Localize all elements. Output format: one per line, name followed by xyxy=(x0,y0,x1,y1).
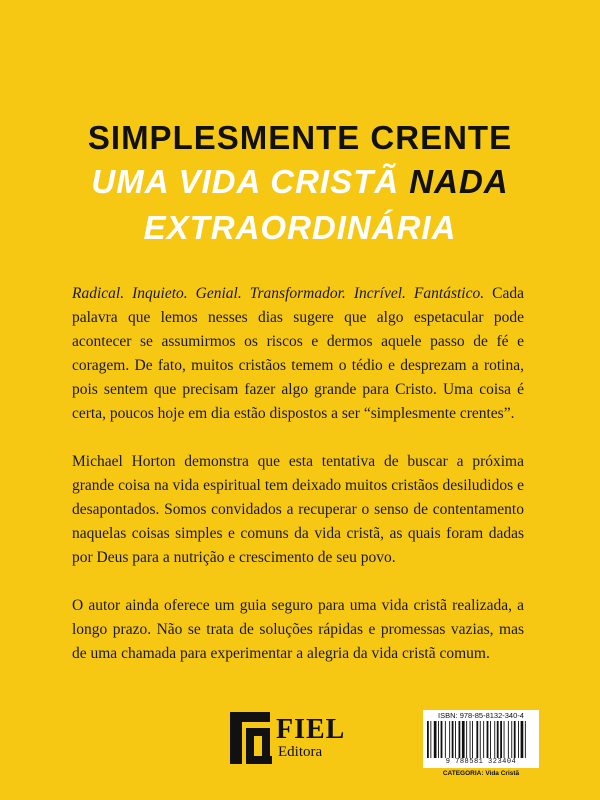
synopsis-paragraph-3: O autor ainda oferece um guia seguro para uma vida cristã realizada, a longo prazo. Não se trata de soluções rápidas e promessas vazias, mas de uma chamada para experimentar a alegria da vida cristã comum. xyxy=(72,597,524,662)
book-subtitle-line2: EXTRAORDINÁRIA xyxy=(143,209,457,246)
publisher-subtitle: Editora xyxy=(278,744,323,760)
category-label: CATEGORIA: Vida Cristã xyxy=(442,770,520,777)
fiel-logo-icon xyxy=(230,712,274,764)
isbn-text: ISBN: 978-85-8132-340-4 xyxy=(438,711,524,720)
barcode-label xyxy=(423,710,539,768)
synopsis-paragraph-2: Michael Horton demonstra que esta tentativa de buscar a próxima grande coisa na vida espiritual tem deixado muitos cristãos desiludidos e desapontados. Somos convidados a recuperar o senso de contentamento naquelas coisas simples e comuns da vida cristã, as quais foram dadas por Deus para a nutrição e crescimento de seu povo. xyxy=(72,453,524,566)
subtitle-part: UMA VIDA CRISTÃ xyxy=(91,163,410,200)
synopsis-italic-lead: Radical. Inquieto. Genial. Transformador. Incrível. Fantástico. xyxy=(72,285,485,302)
barcode-digits: 9 788581 323404 xyxy=(445,758,517,766)
barcode-icon xyxy=(427,721,535,758)
publisher-name: FIEL xyxy=(276,714,346,745)
subtitle-emphasis: NADA xyxy=(409,163,509,200)
synopsis-paragraph-1-text: Cada palavra que lemos nesses dias sugere que algo espetacular pode acontecer se assumirmos os riscos e dermos aquele passo de fé e coragem. De fato, muitos cristãos temem o tédio e desprezam a rotina, pois sentem que precisam fazer algo grande para Cristo. Uma coisa é certa, poucos hoje em dia estão dispostos a ser “simplesmente crentes”. xyxy=(72,285,524,422)
publisher-logo xyxy=(230,712,370,764)
book-subtitle-line1 xyxy=(0,158,600,206)
synopsis-paragraph-1 xyxy=(72,282,524,426)
book-title: SIMPLESMENTE CRENTE xyxy=(87,119,513,156)
synopsis xyxy=(72,282,524,690)
title-block xyxy=(0,118,600,250)
